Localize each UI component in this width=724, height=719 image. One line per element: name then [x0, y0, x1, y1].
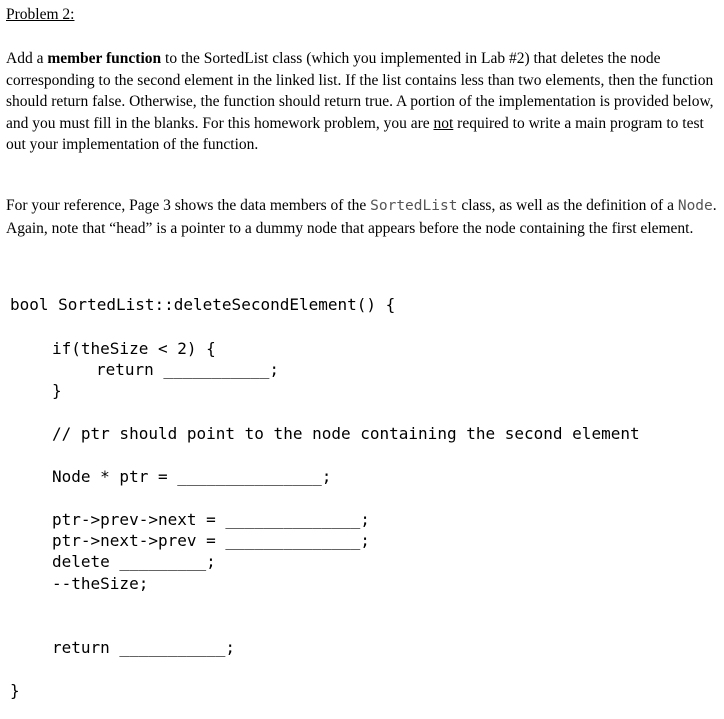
instructions-paragraph [6, 48, 718, 156]
code-comment: // ptr should point to the node containing the second element [52, 424, 640, 443]
code-node-ptr-line: Node * ptr = _______________; [52, 467, 332, 486]
problem-heading [6, 4, 74, 26]
para2-code-sortedlist: SortedList [370, 198, 458, 214]
code-prev-next-line: ptr->prev->next = ______________; [52, 510, 370, 529]
code-return-false-line: return ___________; [96, 360, 280, 379]
para1-text-3: required to write a main program to test out your implementation of the function. [6, 114, 704, 153]
para2-text-1: For your reference, Page 3 shows the data members of the [6, 197, 371, 214]
code-decrement-size: --theSize; [52, 574, 149, 593]
para2-text-2: class, as well as the definition of a [457, 197, 678, 214]
reference-paragraph [6, 195, 718, 239]
para1-text-1: Add a [6, 50, 48, 67]
para2-text-3: . Again, note that “head” is a pointer to a dummy node that appears before the node containing the first element. [6, 197, 717, 237]
problem-heading-text: Problem 2: [6, 6, 75, 23]
code-signature: bool SortedList::deleteSecondElement() { [10, 295, 396, 314]
para2-code-node: Node [677, 198, 713, 214]
code-if-line: if(theSize < 2) { [52, 339, 216, 358]
para1-underline: not [433, 114, 454, 132]
para1-bold: member function [47, 50, 162, 67]
code-delete-line: delete _________; [52, 552, 216, 571]
code-next-prev-line: ptr->next->prev = ______________; [52, 531, 370, 550]
para1-text-2: to the SortedList class (which you implemented in Lab #2) that deletes the node corresponding to the second element in the linked list. If the list contains less than two elements, then the function should return false. Otherwise, the function should return true. A portion of the implementation is provided below, and you must fill in the blanks. For this homework problem, you are [6, 50, 714, 132]
code-close-if: } [52, 381, 62, 400]
code-return-true-line: return ___________; [52, 638, 236, 657]
code-close-function: } [10, 681, 20, 700]
